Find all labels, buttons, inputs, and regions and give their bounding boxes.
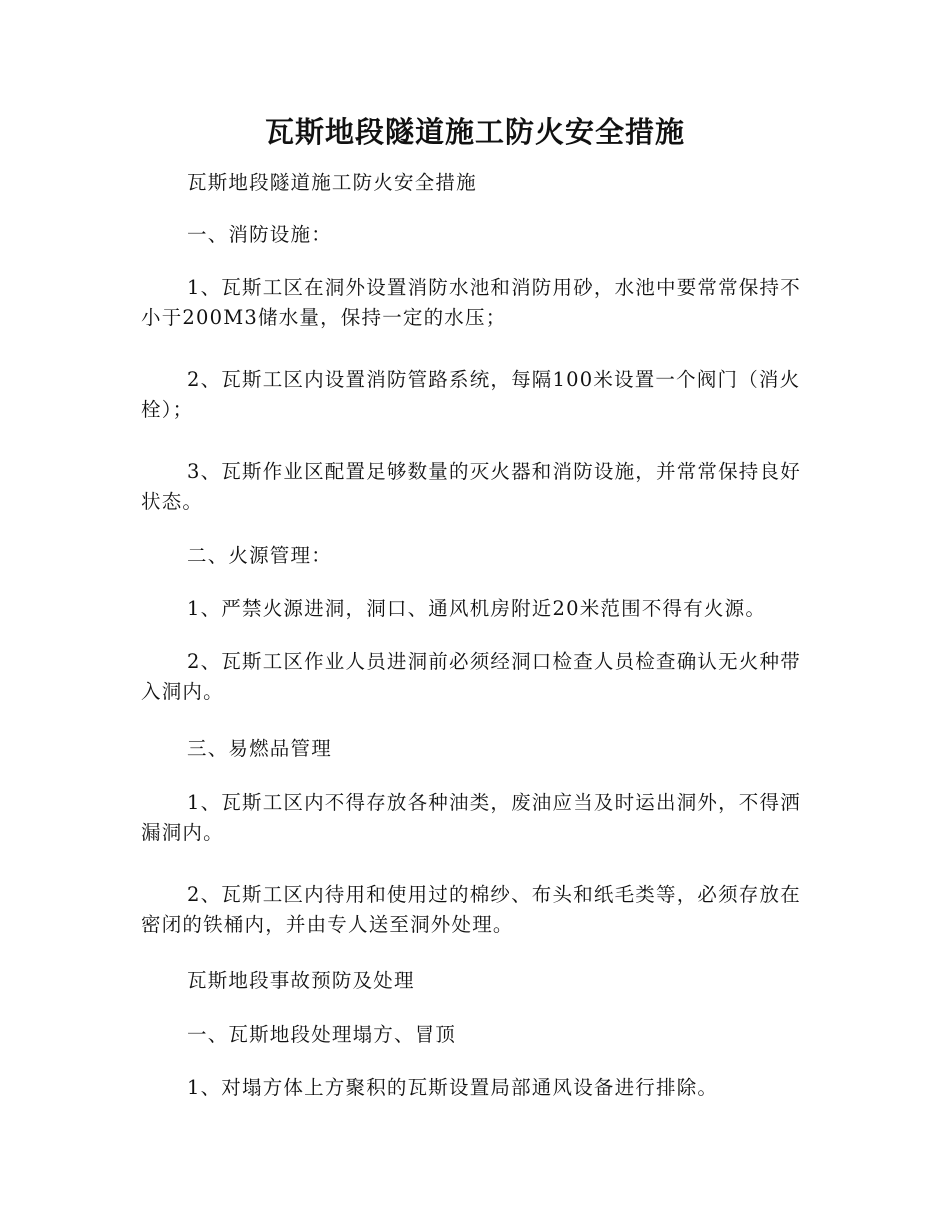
- paragraph-section-heading: 三、易燃品管理: [187, 737, 332, 760]
- paragraph-item: 2、瓦斯工区内设置消防管路系统，每隔100米设置一个阀门（消火栓）；: [141, 368, 801, 421]
- paragraph-item: 1、瓦斯工区在洞外设置消防水池和消防用砂，水池中要常常保持不小于200M3储水量，保持一定的水压；: [141, 276, 801, 329]
- paragraph-section-title: 瓦斯地段事故预防及处理: [187, 969, 415, 992]
- paragraph-section-heading: 二、火源管理：: [187, 544, 332, 567]
- paragraph-item: 2、瓦斯工区作业人员进洞前必须经洞口检查人员检查确认无火种带入洞内。: [141, 650, 801, 703]
- document-title: 瓦斯地段隧道施工防火安全措施: [264, 115, 685, 149]
- paragraph-item: 1、瓦斯工区内不得存放各种油类，废油应当及时运出洞外，不得洒漏洞内。: [141, 791, 801, 844]
- paragraph-item: 3、瓦斯作业区配置足够数量的灭火器和消防设施，并常常保持良好状态。: [141, 460, 801, 513]
- paragraph-item: 1、严禁火源进洞，洞口、通风机房附近20米范围不得有火源。: [187, 597, 767, 620]
- paragraph-subtitle: 瓦斯地段隧道施工防火安全措施: [187, 171, 477, 194]
- paragraph-section-heading: 一、消防设施：: [187, 223, 332, 246]
- paragraph-item: 2、瓦斯工区内待用和使用过的棉纱、布头和纸毛类等，必须存放在密闭的铁桶内，并由专人送至洞外处理。: [141, 883, 801, 936]
- paragraph-item: 1、对塌方体上方聚积的瓦斯设置局部通风设备进行排除。: [187, 1076, 719, 1099]
- paragraph-section-heading: 一、瓦斯地段处理塌方、冒顶: [187, 1023, 457, 1046]
